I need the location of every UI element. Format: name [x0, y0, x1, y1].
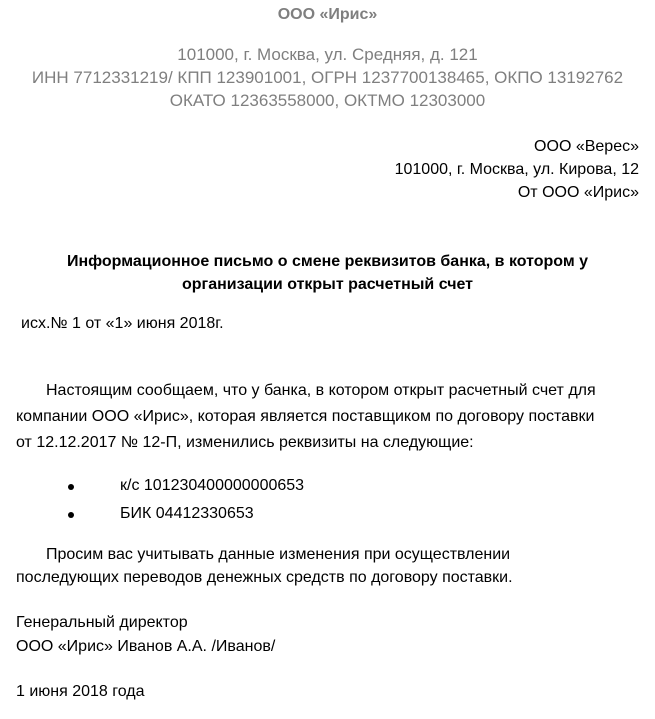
body-p2-line1: Просим вас учитывать данные изменения при осуществлении	[46, 546, 511, 563]
bullet-icon	[68, 484, 74, 490]
recipient-address: 101000, г. Москва, ул. Кирова, 12	[394, 161, 639, 178]
body-p2-line2: последующих переводов денежных средств по договору поставки.	[16, 569, 513, 586]
sender-okato: ОКАТО 12363558000, ОКТМО 12303000	[169, 91, 486, 110]
recipient-name: ООО «Верес»	[534, 138, 639, 155]
letter-date: 1 июня 2018 года	[16, 683, 145, 700]
signature-name: ООО «Ирис» Иванов А.А. /Иванов/	[16, 638, 276, 655]
sender-address: 101000, г. Москва, ул. Средняя, д. 121	[177, 45, 478, 64]
list-item-text: БИК 04412330653	[120, 505, 254, 522]
body-p1-line3: от 12.12.2017 № 12-П, изменились реквизиты на следующие:	[16, 434, 474, 451]
signature-position: Генеральный директор	[16, 614, 188, 631]
letter-title-line1: Информационное письмо о смене реквизитов банка, в котором у	[66, 253, 589, 270]
sender-company: ООО «Ирис»	[277, 6, 378, 23]
sender-codes: ИНН 7712331219/ КПП 123901001, ОГРН 1237700138465, ОКПО 13192762	[31, 68, 624, 87]
bullet-icon	[68, 512, 74, 518]
body-p1-line1: Настоящим сообщаем, что у банка, в котором открыт расчетный счет для	[46, 382, 596, 399]
list-item-text: к/с 101230400000000653	[120, 477, 305, 494]
letter-title-line2: организации открыт расчетный счет	[181, 276, 473, 293]
recipient-from: От ООО «Ирис»	[517, 184, 639, 201]
body-p1-line2: компании ООО «Ирис», которая является поставщиком по договору поставки	[16, 408, 595, 425]
outgoing-reference: исх.№ 1 от «1» июня 2018г.	[21, 315, 224, 332]
